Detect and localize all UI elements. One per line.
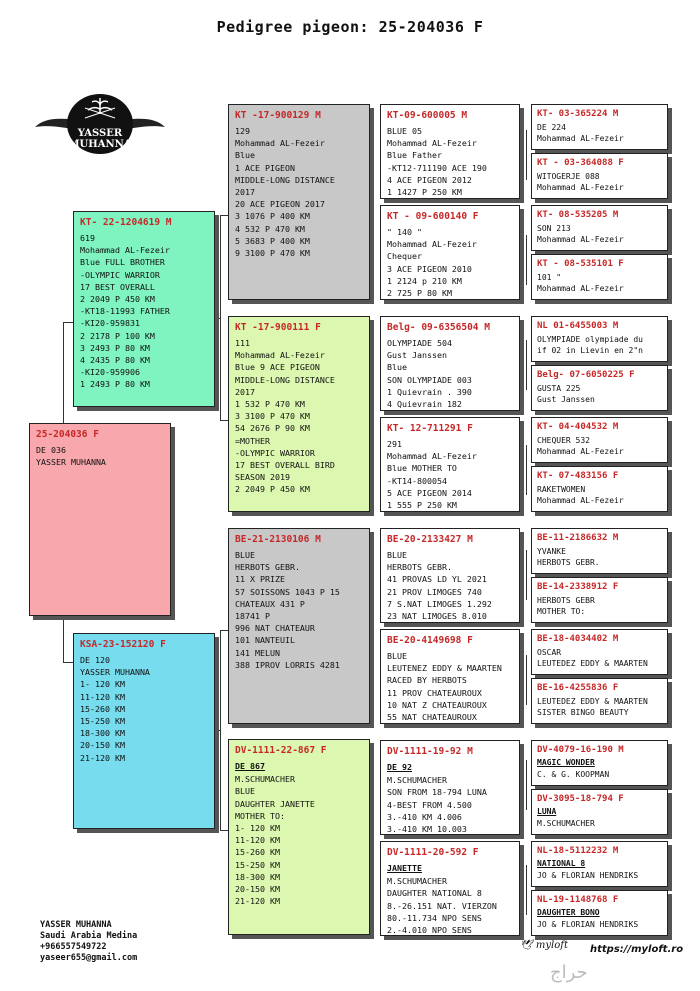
card-details: 111 Mohammad AL-Fezeir Blue 9 ACE PIGEON MIDDLE-LONG DISTANCE 2017 1 532 P 470 KM 3 3100 P 470 KM 54 2676 P 90 KM =MOTHER -OLYMPIC WARRIOR 17 BEST OVERALL BIRD SEASON 2019 2 2049 P 450 KM — [235, 338, 335, 495]
ff-father-card[interactable] — [380, 104, 520, 199]
connector — [220, 630, 221, 830]
mm-mother-card[interactable] — [380, 841, 520, 936]
ring-number: KSA-23-152120 F — [80, 639, 166, 650]
ancestor-card[interactable] — [531, 629, 668, 675]
ring-number: KT- 04-404532 M — [537, 422, 619, 432]
card-details: BLUE HERBOTS GEBR. 11 X PRIZE 57 SOISSONS 1043 P 15 CHATEAUX 431 P 18741 P 996 NAT CHATEAUR 101 NANTEUIL 141 MELUN 388 IPROV LORRIS 4281 — [235, 550, 340, 670]
ring-number: DV-4079-16-190 M — [537, 745, 624, 755]
website-link[interactable]: https://myloft.ro — [590, 944, 684, 955]
card-details: WITOGERJE 088 Mohammad AL-Fezeir — [537, 172, 624, 193]
card-details: JO & FLORIAN HENDRIKS — [537, 871, 639, 880]
ring-number: DV-3095-18-794 F — [537, 794, 624, 804]
card-details: OLYMPIADE 504 Gust Janssen Blue SON OLYMPIADE 003 1 Quievrain . 390 4 Quievrain 182 — [387, 338, 472, 410]
ring-number: KT- 22-1204619 M — [80, 217, 172, 228]
card-details: DE 224 Mohammad AL-Fezeir — [537, 123, 624, 144]
ancestor-card[interactable] — [531, 577, 668, 623]
pigeon-name: DAUGHTER BONO — [537, 908, 600, 917]
card-details: M.SCHUMACHER DAUGHTER NATIONAL 8 8.-26.151 NAT. VIERZON 80.-11.734 NPO SENS 2.-4.010 NPO SENS — [387, 876, 497, 936]
ring-number: BE-16-4255836 F — [537, 683, 619, 693]
father-card[interactable] — [73, 211, 215, 407]
connector — [373, 160, 374, 265]
card-details: BLUE 05 Mohammad AL-Fezeir Blue Father -KT12-711190 ACE 190 4 ACE PIGEON 2012 1 1427 P 250 KM — [387, 126, 487, 198]
ring-number: KT - 03-364088 F — [537, 158, 624, 168]
ancestor-card[interactable] — [531, 417, 668, 463]
ring-number: KT- 12-711291 F — [387, 423, 473, 434]
card-details: 291 Mohammad AL-Fezeir Blue MOTHER TO -KT14-800054 5 ACE PIGEON 2014 1 555 P 250 KM — [387, 439, 477, 511]
ancestor-card[interactable] — [531, 316, 668, 362]
card-details: BLUE HERBOTS GEBR. 41 PROVAS LD YL 2021 21 PROV LIMOGES 740 7 S.NAT LIMOGES 1.292 23 NAT LIMOGES 8.010 — [387, 550, 492, 622]
card-details: OSCAR LEUTEDEZ EDDY & MAARTEN — [537, 648, 648, 669]
card-details: M.SCHUMACHER BLUE DAUGHTER JANETTE MOTHER TO: 1- 120 KM 11-120 KM 15-260 KM 15-250 KM 18-300 KM 20-150 KM 21-120 KM — [235, 774, 315, 907]
connector — [373, 790, 374, 890]
card-details: DE 036 YASSER MUHANNA — [36, 445, 106, 468]
paternal-grandfather-card[interactable] — [228, 104, 370, 300]
connector — [526, 865, 527, 915]
ring-number: KT- 03-365224 M — [537, 109, 619, 119]
ancestor-card[interactable] — [531, 104, 668, 150]
ancestor-card[interactable] — [531, 254, 668, 300]
connector — [526, 760, 527, 810]
card-details: YVANKE HERBOTS GEBR. — [537, 547, 600, 568]
ring-number: BE-11-2186632 M — [537, 533, 619, 543]
pigeon-name: JANETTE — [387, 863, 422, 873]
ring-number: NL 01-6455003 M — [537, 321, 619, 331]
mf-father-card[interactable] — [380, 528, 520, 623]
card-details: DE 120 YASSER MUHANNA 1- 120 KM 11-120 KM 15-260 KM 15-250 KM 18-300 KM 20-150 KM 21-120 KM — [80, 655, 150, 763]
ancestor-card[interactable] — [531, 205, 668, 251]
card-details: JO & FLORIAN HENDRIKS — [537, 920, 639, 929]
owner-location: Saudi Arabia Medina — [40, 931, 138, 941]
pigeon-name: DE 867 — [235, 761, 265, 771]
connector — [373, 370, 374, 470]
logo-emblem — [30, 82, 170, 162]
owner-email[interactable]: yaseer655@gmail.com — [40, 953, 138, 963]
mm-father-card[interactable] — [380, 740, 520, 835]
bird-icon: 🕊 — [520, 940, 533, 951]
ring-number: Belg- 09-6356504 M — [387, 322, 490, 333]
page-title: Pedigree pigeon: 25-204036 F — [216, 18, 484, 36]
ring-number: DV-1111-20-592 F — [387, 847, 479, 858]
ring-number: Belg- 07-6050225 F — [537, 370, 635, 380]
pigeon-name: LUNA — [537, 807, 557, 816]
card-details: HERBOTS GEBR MOTHER TO: — [537, 596, 595, 617]
mother-card[interactable] — [73, 633, 215, 829]
card-details: 101 " Mohammad AL-Fezeir — [537, 273, 624, 294]
logo-text-2: MUHANNA — [68, 139, 132, 150]
card-details: CHEQUER 532 Mohammad AL-Fezeir — [537, 436, 624, 457]
ring-number: BE-20-4149698 F — [387, 635, 473, 646]
ancestor-card[interactable] — [531, 528, 668, 574]
ring-number: NL-19-1148768 F — [537, 895, 619, 905]
card-details: GUSTA 225 Gust Janssen — [537, 384, 595, 405]
card-details: C. & G. KOOPMAN — [537, 770, 610, 779]
connector — [526, 235, 527, 285]
ancestor-card[interactable] — [531, 740, 668, 786]
ring-number: KT-09-600005 M — [387, 110, 468, 121]
ring-number: BE-20-2133427 M — [387, 534, 473, 545]
ring-number: KT- 08-535205 M — [537, 210, 619, 220]
ring-number: DV-1111-22-867 F — [235, 745, 327, 756]
pigeon-name: MAGIC WONDER — [537, 758, 595, 767]
connector — [220, 215, 221, 420]
pigeon-name: DE 92 — [387, 762, 412, 772]
ancestor-card[interactable] — [531, 466, 668, 512]
myloft-logo — [520, 940, 568, 951]
card-details: " 140 " Mohammad AL-Fezeir Chequer 3 ACE PIGEON 2010 1 2124 p 210 KM 2 725 P 80 KM — [387, 227, 477, 299]
card-details: SON 213 Mohammad AL-Fezeir — [537, 224, 624, 245]
ff-mother-card[interactable] — [380, 205, 520, 300]
ring-number: 25-204036 F — [36, 429, 99, 440]
ancestor-card[interactable] — [531, 789, 668, 835]
ring-number: KT -17-900111 F — [235, 322, 321, 333]
myloft-text: myloft — [535, 940, 568, 951]
card-details: RAKETWOMEN Mohammad AL-Fezeir — [537, 485, 624, 506]
owner-contact — [40, 920, 137, 964]
fm-mother-card[interactable] — [380, 417, 520, 512]
ancestor-card[interactable] — [531, 890, 668, 936]
ring-number: KT - 08-535101 F — [537, 259, 624, 269]
maternal-grandfather-card[interactable] — [228, 528, 370, 724]
mf-mother-card[interactable] — [380, 629, 520, 724]
ancestor-card[interactable] — [531, 678, 668, 724]
maternal-grandmother-card[interactable] — [228, 739, 370, 935]
card-details: M.SCHUMACHER SON FROM 18-794 LUNA 4-BEST FROM 4.500 3.-410 KM 4.006 3.-410 KM 10.003 — [387, 775, 487, 835]
fm-father-card[interactable] — [380, 316, 520, 411]
logo — [30, 82, 170, 162]
ancestor-card[interactable] — [531, 365, 668, 411]
ancestor-card[interactable] — [531, 153, 668, 199]
connector — [526, 655, 527, 705]
card-details: M.SCHUMACHER — [537, 819, 595, 828]
paternal-grandmother-card[interactable] — [228, 316, 370, 512]
owner-phone: +966557549722 — [40, 942, 107, 952]
ring-number: KT - 09-600140 F — [387, 211, 479, 222]
card-details: 619 Mohammad AL-Fezeir Blue FULL BROTHER -OLYMPIC WARRIOR 17 BEST OVERALL 2 2049 P 450 KM -KT18-11993 FATHER -KI20-959831 2 2178 P 100 KM 3 2493 P 80 KM 4 2435 P 80 KM -KI20-959906 1 2493 P 80 KM — [80, 233, 170, 390]
connector — [526, 445, 527, 495]
ring-number: BE-21-2130106 M — [235, 534, 321, 545]
subject-card[interactable] — [29, 423, 171, 616]
ring-number: BE-18-4034402 M — [537, 634, 619, 644]
connector — [373, 580, 374, 680]
ring-number: KT- 07-483156 F — [537, 471, 619, 481]
card-details: OLYMPIADE olympiade du if 02 in Lievin en 2"n — [537, 335, 643, 356]
ring-number: KT -17-900129 M — [235, 110, 321, 121]
pigeon-name: NATIONAL 8 — [537, 859, 586, 868]
ring-number: NL-18-5112232 M — [537, 846, 619, 856]
logo-text-1: YASSER — [77, 128, 123, 139]
card-details: LEUTEDEZ EDDY & MAARTEN SISTER BINGO BEAUTY — [537, 697, 648, 718]
ancestor-card[interactable] — [531, 841, 668, 887]
card-details: 129 Mohammad AL-Fezeir Blue 1 ACE PIGEON MIDDLE-LONG DISTANCE 2017 20 ACE PIGEON 2017 3 1076 P 400 KM 4 532 P 470 KM 5 3683 P 400 KM 9 3100 P 470 KM — [235, 126, 335, 259]
watermark: حراج — [550, 962, 588, 983]
connector — [526, 340, 527, 390]
connector — [526, 130, 527, 180]
card-details: BLUE LEUTENEZ EDDY & MAARTEN RACED BY HERBOTS 11 PROV CHATEAUROUX 10 NAT Z CHATEAUROUX 55 NAT CHATEAUROUX — [387, 651, 502, 723]
connector — [526, 550, 527, 600]
ring-number: BE-14-2338912 F — [537, 582, 619, 592]
ring-number: DV-1111-19-92 M — [387, 746, 473, 757]
owner-name: YASSER MUHANNA — [40, 920, 112, 930]
